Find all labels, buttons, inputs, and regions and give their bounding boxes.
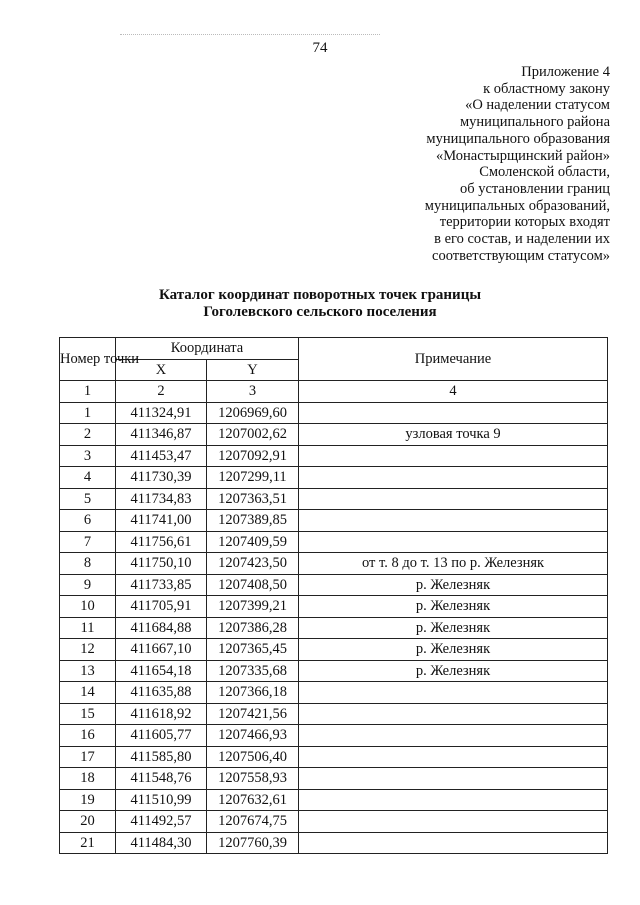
y-cell: 1206969,60	[207, 402, 299, 424]
y-cell: 1207466,93	[207, 725, 299, 747]
table-row	[60, 703, 608, 725]
appendix-line: к областному закону	[483, 80, 610, 97]
note-cell	[299, 510, 608, 532]
point-number-cell: 15	[60, 703, 116, 725]
x-cell: 411654,18	[116, 660, 207, 682]
point-number-cell: 2	[60, 424, 116, 446]
header-coordinate: Координата	[116, 338, 299, 360]
appendix-header	[330, 64, 610, 264]
table-row	[60, 467, 608, 489]
appendix-line: «О наделении статусом	[465, 97, 610, 114]
coordinates-table	[59, 337, 608, 854]
point-number-cell: 11	[60, 617, 116, 639]
table-row	[60, 574, 608, 596]
point-number-cell: 19	[60, 789, 116, 811]
y-cell: 1207299,11	[207, 467, 299, 489]
y-cell: 1207092,91	[207, 445, 299, 467]
appendix-line: муниципального района	[460, 114, 610, 131]
table-row	[60, 832, 608, 854]
catalog-title	[0, 287, 640, 321]
point-number-cell: 17	[60, 746, 116, 768]
x-cell: 411548,76	[116, 768, 207, 790]
appendix-line: соответствующим статусом»	[432, 247, 610, 264]
x-cell: 411585,80	[116, 746, 207, 768]
header-y: Y	[207, 359, 299, 381]
column-index: 3	[207, 381, 299, 403]
column-index: 1	[60, 381, 116, 403]
point-number-cell: 9	[60, 574, 116, 596]
note-cell	[299, 703, 608, 725]
y-cell: 1207408,50	[207, 574, 299, 596]
note-cell	[299, 467, 608, 489]
note-cell	[299, 682, 608, 704]
note-cell	[299, 746, 608, 768]
y-cell: 1207399,21	[207, 596, 299, 618]
y-cell: 1207506,40	[207, 746, 299, 768]
y-cell: 1207366,18	[207, 682, 299, 704]
point-number-cell: 7	[60, 531, 116, 553]
y-cell: 1207409,59	[207, 531, 299, 553]
y-cell: 1207363,51	[207, 488, 299, 510]
note-cell	[299, 445, 608, 467]
note-cell: от т. 8 до т. 13 по р. Железняк	[299, 553, 608, 575]
x-cell: 411667,10	[116, 639, 207, 661]
x-cell: 411734,83	[116, 488, 207, 510]
appendix-line: об установлении границ	[459, 180, 610, 197]
point-number-cell: 3	[60, 445, 116, 467]
point-number-cell: 5	[60, 488, 116, 510]
table-row	[60, 531, 608, 553]
note-cell: р. Железняк	[299, 617, 608, 639]
point-number-cell: 1	[60, 402, 116, 424]
header-point-number: Номер точки	[60, 338, 116, 381]
x-cell: 411741,00	[116, 510, 207, 532]
appendix-line: муниципальных образований,	[424, 197, 610, 214]
y-cell: 1207558,93	[207, 768, 299, 790]
table-row	[60, 596, 608, 618]
y-cell: 1207632,61	[207, 789, 299, 811]
note-cell	[299, 768, 608, 790]
column-index: 2	[116, 381, 207, 403]
y-cell: 1207760,39	[207, 832, 299, 854]
table-row	[60, 445, 608, 467]
note-cell	[299, 789, 608, 811]
x-cell: 411324,91	[116, 402, 207, 424]
x-cell: 411756,61	[116, 531, 207, 553]
note-cell: р. Железняк	[299, 574, 608, 596]
title-line: Гоголевского сельского поселения	[203, 304, 437, 320]
y-cell: 1207421,56	[207, 703, 299, 725]
appendix-line: территории которых входят	[439, 214, 610, 231]
point-number-cell: 4	[60, 467, 116, 489]
table-row	[60, 789, 608, 811]
note-cell: узловая точка 9	[299, 424, 608, 446]
table-row	[60, 488, 608, 510]
table-row	[60, 811, 608, 833]
note-cell: р. Железняк	[299, 660, 608, 682]
table-row	[60, 768, 608, 790]
x-cell: 411684,88	[116, 617, 207, 639]
header-note: Примечание	[299, 338, 608, 381]
note-cell	[299, 531, 608, 553]
title-line: Каталог координат поворотных точек границы	[158, 287, 482, 303]
point-number-cell: 20	[60, 811, 116, 833]
note-cell	[299, 811, 608, 833]
x-cell: 411453,47	[116, 445, 207, 467]
point-number-cell: 10	[60, 596, 116, 618]
table-row	[60, 424, 608, 446]
point-number-cell: 6	[60, 510, 116, 532]
x-cell: 411618,92	[116, 703, 207, 725]
x-cell: 411733,85	[116, 574, 207, 596]
x-cell: 411510,99	[116, 789, 207, 811]
y-cell: 1207674,75	[207, 811, 299, 833]
point-number-cell: 8	[60, 553, 116, 575]
point-number-cell: 14	[60, 682, 116, 704]
point-number-cell: 12	[60, 639, 116, 661]
table-row	[60, 725, 608, 747]
table-row	[60, 510, 608, 532]
y-cell: 1207365,45	[207, 639, 299, 661]
x-cell: 411635,88	[116, 682, 207, 704]
x-cell: 411484,30	[116, 832, 207, 854]
note-cell: р. Железняк	[299, 639, 608, 661]
x-cell: 411730,39	[116, 467, 207, 489]
x-cell: 411705,91	[116, 596, 207, 618]
column-index: 4	[299, 381, 608, 403]
point-number-cell: 16	[60, 725, 116, 747]
point-number-cell: 18	[60, 768, 116, 790]
y-cell: 1207423,50	[207, 553, 299, 575]
table-row	[60, 682, 608, 704]
y-cell: 1207389,85	[207, 510, 299, 532]
table-row	[60, 660, 608, 682]
point-number-cell: 21	[60, 832, 116, 854]
x-cell: 411750,10	[116, 553, 207, 575]
y-cell: 1207335,68	[207, 660, 299, 682]
appendix-line: в его состав, и наделении их	[434, 231, 610, 248]
point-number-cell: 13	[60, 660, 116, 682]
note-cell: р. Железняк	[299, 596, 608, 618]
appendix-line: Смоленской области,	[479, 164, 610, 181]
note-cell	[299, 832, 608, 854]
note-cell	[299, 725, 608, 747]
table-row	[60, 402, 608, 424]
x-cell: 411492,57	[116, 811, 207, 833]
scan-artifact-line	[120, 34, 380, 36]
header-x: X	[116, 359, 207, 381]
appendix-line: муниципального образования	[426, 130, 610, 147]
table-row	[60, 617, 608, 639]
y-cell: 1207002,62	[207, 424, 299, 446]
appendix-line: Приложение 4	[521, 64, 610, 80]
table-row	[60, 639, 608, 661]
x-cell: 411346,87	[116, 424, 207, 446]
note-cell	[299, 402, 608, 424]
page-number: 74	[312, 40, 328, 56]
x-cell: 411605,77	[116, 725, 207, 747]
appendix-line: «Монастырщинский район»	[435, 147, 610, 164]
table-row	[60, 746, 608, 768]
y-cell: 1207386,28	[207, 617, 299, 639]
note-cell	[299, 488, 608, 510]
table-row	[60, 553, 608, 575]
